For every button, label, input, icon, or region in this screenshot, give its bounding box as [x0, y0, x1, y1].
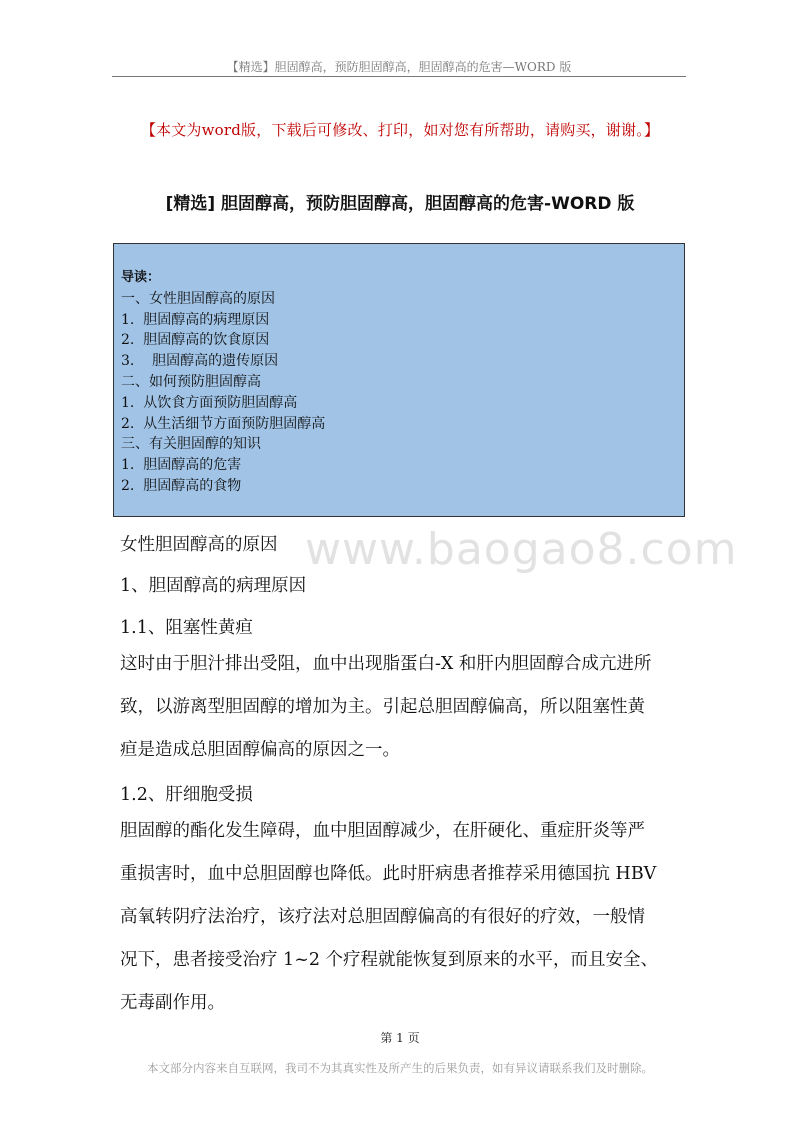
- watermark: www.baogao8.com: [305, 524, 738, 575]
- header-text: 【精选】胆固醇高，预防胆固醇高，胆固醇高的危害—WORD 版: [226, 60, 572, 74]
- subsubsection-heading: 1.2、肝细胞受损: [120, 785, 253, 805]
- paragraph-line: 况下，患者接受治疗 1~2 个疗程就能恢复到原来的水平，而且安全、: [120, 950, 659, 970]
- paragraph-line: 疸是造成总胆固醇偏高的原因之一。: [120, 740, 400, 760]
- paragraph-line: 胆固醇的酯化发生障碍，血中胆固醇减少，在肝硬化、重症肝炎等严: [120, 821, 645, 841]
- paragraph-line: 致，以游离型胆固醇的增加为主。引起总胆固醇偏高，所以阻塞性黄: [120, 697, 645, 717]
- paragraph-line: 重损害时，血中总胆固醇也降低。此时肝病患者推荐采用德国抗 HBV: [120, 864, 657, 884]
- toc-item: 2. 胆固醇高的食物: [121, 477, 242, 494]
- toc-item: 二、如何预防胆固醇高: [121, 373, 261, 390]
- toc-item: 三、有关胆固醇的知识: [121, 436, 261, 453]
- toc-item: 1. 胆固醇高的病理原因: [121, 311, 270, 328]
- paragraph-line: 这时由于胆汁排出受阻，血中出现脂蛋白-X 和肝内胆固醇合成亢进所: [120, 654, 652, 674]
- page-header: [112, 58, 686, 77]
- paragraph-line: 无毒副作用。: [120, 993, 225, 1013]
- disclaimer: 本文部分内容来自互联网，我司不为其真实性及所产生的后果负责，如有异议请联系我们及时删除。: [147, 1061, 653, 1075]
- subsubsection-heading: 1.1、阻塞性黄疸: [120, 618, 253, 638]
- toc-item: 2. 胆固醇高的饮食原因: [121, 332, 270, 349]
- toc-item: 1. 胆固醇高的危害: [121, 457, 242, 474]
- page-number: 第 1 页: [380, 1031, 420, 1045]
- subsection-heading: 1、胆固醇高的病理原因: [120, 576, 307, 596]
- toc-item: 一、女性胆固醇高的原因: [121, 290, 275, 307]
- toc-item: 1. 从饮食方面预防胆固醇高: [121, 394, 298, 411]
- toc-heading: 导读：: [121, 270, 161, 285]
- paragraph-obstructive-jaundice: [120, 643, 692, 772]
- document-title: [精选] 胆固醇高，预防胆固醇高，胆固醇高的危害-WORD 版: [165, 194, 635, 214]
- toc-item: 3. 胆固醇高的遗传原因: [121, 353, 279, 370]
- paragraph-liver-damage: [120, 810, 692, 1025]
- paragraph-line: 高氧转阴疗法治疗，该疗法对总胆固醇偏高的有很好的疗效，一般情: [120, 907, 645, 927]
- section-heading: 女性胆固醇高的原因: [120, 535, 278, 555]
- toc-item: 2. 从生活细节方面预防胆固醇高: [121, 415, 326, 432]
- table-of-contents: [113, 243, 685, 517]
- purchase-notice: 【本文为word版，下载后可修改、打印，如对您有所帮助，请购买，谢谢。】: [140, 121, 660, 139]
